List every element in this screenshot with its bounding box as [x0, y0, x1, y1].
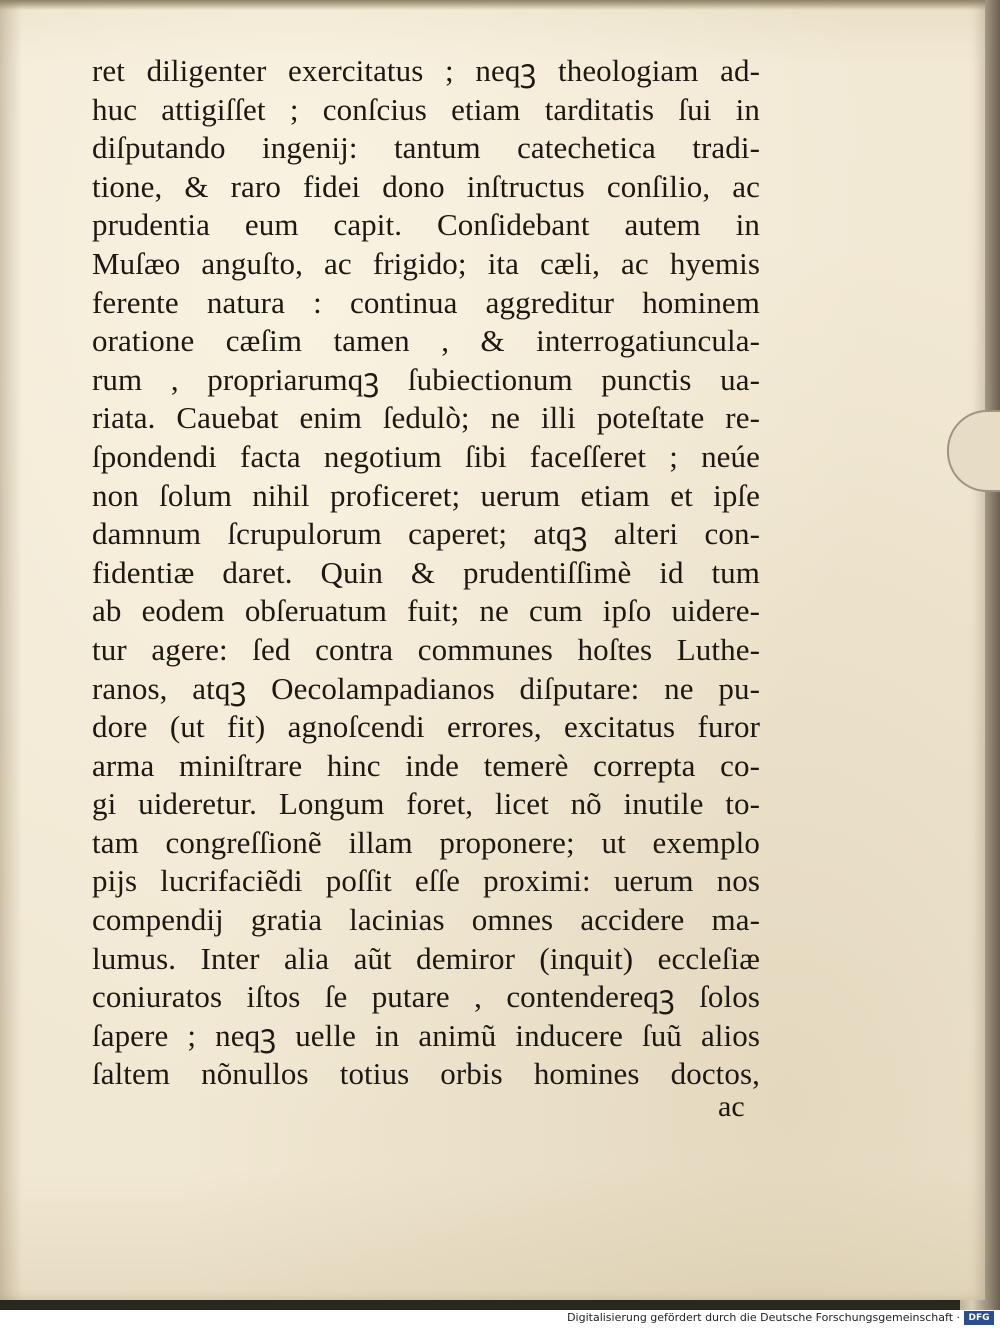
catchword: ac	[718, 1090, 745, 1123]
text-line: tam congreſſionẽ illam proponere; ut exemplo	[92, 824, 760, 860]
text-line: lumus. Inter alia aũt demiror (inquit) eccleſiæ	[92, 940, 760, 976]
text-line: tione, & raro fidei dono inſtructus conſilio, ac	[92, 168, 760, 204]
text-line: riata. Cauebat enim ſedulò; ne illi poteſtate re-	[92, 400, 760, 436]
text-line: ret diligenter exercitatus ; neqꝫ theologiam ad-	[92, 53, 760, 88]
text-line: ſapere ; neqꝫ uelle in animũ inducere ſuũ alios	[92, 1017, 760, 1053]
page-top-shadow	[0, 0, 985, 10]
body-text	[92, 52, 760, 1094]
text-line: diſputando ingenij: tantum catechetica tradi-	[92, 130, 760, 166]
page-gutter-shadow	[0, 0, 22, 1300]
text-line: Muſæo anguſto, ac frigido; ita cæli, ac hyemis	[92, 245, 760, 281]
text-line: ſpondendi facta negotium ſibi faceſſeret ; neúe	[92, 438, 760, 474]
text-line: dore (ut fit) agnoſcendi errores, excitatus furor	[92, 709, 760, 745]
text-line: tur agere: ſed contra communes hoſtes Luthe-	[92, 631, 760, 667]
text-line: ranos, atqꝫ Oecolampadianos diſputare: ne pu-	[92, 670, 760, 706]
text-line: pijs lucrifaciẽdi poſſit eſſe proximi: uerum nos	[92, 863, 760, 899]
text-line: damnum ſcrupulorum caperet; atqꝫ alteri con-	[92, 516, 760, 552]
text-line: rum , propriarumqꝫ ſubiectionum punctis ua-	[92, 361, 760, 397]
text-line: ab eodem obſeruatum fuit; ne cum ipſo uidere-	[92, 593, 760, 629]
dfg-logo-icon: DFG	[964, 1311, 994, 1325]
text-line: non ſolum nihil proficeret; uerum etiam et ipſe	[92, 477, 760, 513]
text-line: ſaltem nõnullos totius orbis homines doctos,	[92, 1056, 760, 1092]
text-line: oratione cæſim tamen , & interrogatiuncula-	[92, 323, 760, 359]
text-line: prudentia eum capit. Conſidebant autem in	[92, 207, 760, 243]
text-line: fidentiæ daret. Quin & prudentiſſimè id tum	[92, 554, 760, 590]
text-line: ferente natura : continua aggreditur hominem	[92, 284, 760, 320]
text-line: compendij gratia lacinias omnes accidere ma-	[92, 902, 760, 938]
text-line: coniuratos iſtos ſe putare , contendereqꝫ ſolos	[92, 979, 760, 1015]
footer-credit: Digitalisierung gefördert durch die Deutsche Forschungsgemeinschaft ·	[567, 1311, 960, 1324]
text-line: arma miniſtrare hinc inde temerè correpta co-	[92, 747, 760, 783]
text-line: gi uideretur. Longum foret, licet nõ inutile to-	[92, 786, 760, 822]
text-line: huc attigiſſet ; conſcius etiam tarditatis ſui in	[92, 91, 760, 127]
